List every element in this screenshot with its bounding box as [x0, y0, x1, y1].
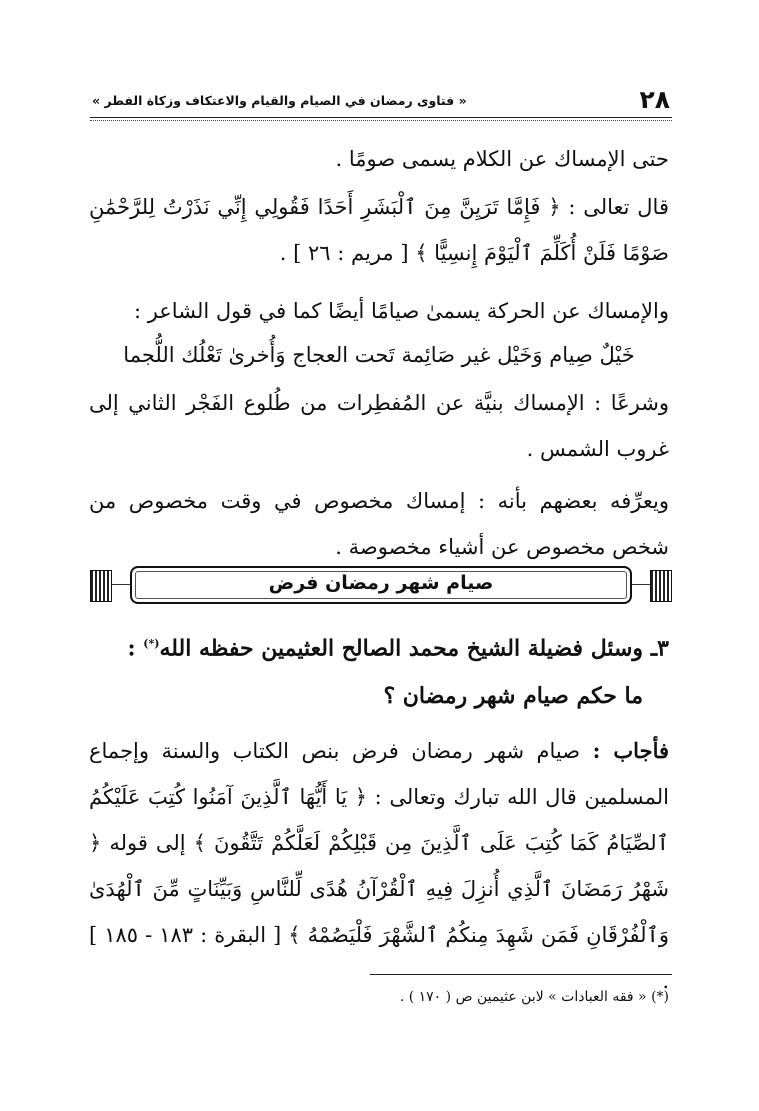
page-number: ٢٨: [639, 85, 670, 114]
paragraph-quran-maryam: قال تعالى : ﴿ فَإِمَّا تَرَيِنَّ مِنَ ٱلْبَشَرِ أَحَدًا فَقُولِي إِنِّي نَذَرْتُ لِلرَّحْمَٰنِ صَوْمًا فَلَنْ أُكَلِّمَ ٱلْيَوْمَ إِنسِيًّا ﴾ [ مريم : ٢٦ ] .: [89, 195, 669, 265]
section-banner: [90, 566, 672, 604]
banner-ornament-left: [90, 570, 112, 602]
answer-body: صيام شهر رمضان فرض بنص الكتاب والسنة وإجماع المسلمين قال الله تبارك وتعالى : ﴿ يَا أَيُّهَا ٱلَّذِينَ آمَنُوا كُتِبَ عَلَيْكُمُ ٱلصِّيَامُ كَمَا كُتِبَ عَلَى ٱلَّذِينَ مِن قَبْلِكُمْ لَعَلَّكُمْ تَتَّقُونَ ﴾ إلى قوله ﴿ شَهْرُ رَمَضَانَ ٱلَّذِي أُنزِلَ فِيهِ ٱلْقُرْآنُ هُدًى لِّلنَّاسِ وَبَيِّنَاتٍ مِّنَ ٱلْهُدَىٰ وَٱلْفُرْقَانِ فَمَن شَهِدَ مِنكُمُ ٱلشَّهْرَ فَلْيَصُمْهُ ﴾ [ البقرة : ١٨٣ - ١٨٥ ] .: [89, 739, 669, 993]
banner-connector-left: [112, 584, 130, 585]
footnote-rule: [370, 974, 672, 975]
answer-lead: فأجاب :: [592, 738, 670, 763]
question-intro: ٣ـ وسئل فضيلة الشيخ محمد الصالح العثيمين حفظه الله: [159, 635, 669, 662]
banner-connector-right: [632, 584, 650, 585]
banner-ornament-right: [650, 570, 672, 602]
banner-frame: [130, 566, 632, 604]
paragraph-movement: والإمساك عن الحركة يسمىٰ صيامًا أيضًا كما في قول الشاعر :: [133, 299, 669, 323]
header-rule-dotted: [90, 120, 672, 121]
question-text: ما حكم صيام شهر رمضان ؟: [383, 683, 643, 709]
paragraph-silence: حتى الإمساك عن الكلام يسمى صومًا .: [335, 147, 669, 171]
paragraph-definition-alt: ويعرِّفه بعضهم بأنه : إمساك مخصوص في وقت مخصوص من شخص مخصوص عن أشياء مخصوصة .: [89, 489, 669, 559]
footnote: (*) « فقه العبادات » لابن عثيمين ص ( ١٧٠ ) .: [399, 989, 669, 1005]
answer-paragraph: [89, 728, 669, 1004]
page-header: [92, 85, 670, 115]
header-rule: [90, 117, 672, 118]
running-title: « فتاوى رمضان في الصيام والقيام والاعتكاف وزكاة الفطر »: [92, 93, 467, 108]
question-heading: [69, 622, 669, 670]
section-title: صيام شهر رمضان فرض: [268, 572, 494, 594]
footnote-marker: (*): [143, 637, 160, 650]
paragraph-sharia-definition: وشرعًا : الإمساك بنيَّة عن المُفطِرات من طُلوع الفَجْر الثاني إلى غروب الشمس .: [89, 391, 669, 461]
question-colon: :: [127, 635, 144, 662]
poem-verse: خَيْلٌ صِيام وَخَيْل غير صَائِمة تَحت العجاج وَأُخرىٰ تَعْلُك اللُّجما: [123, 343, 635, 367]
